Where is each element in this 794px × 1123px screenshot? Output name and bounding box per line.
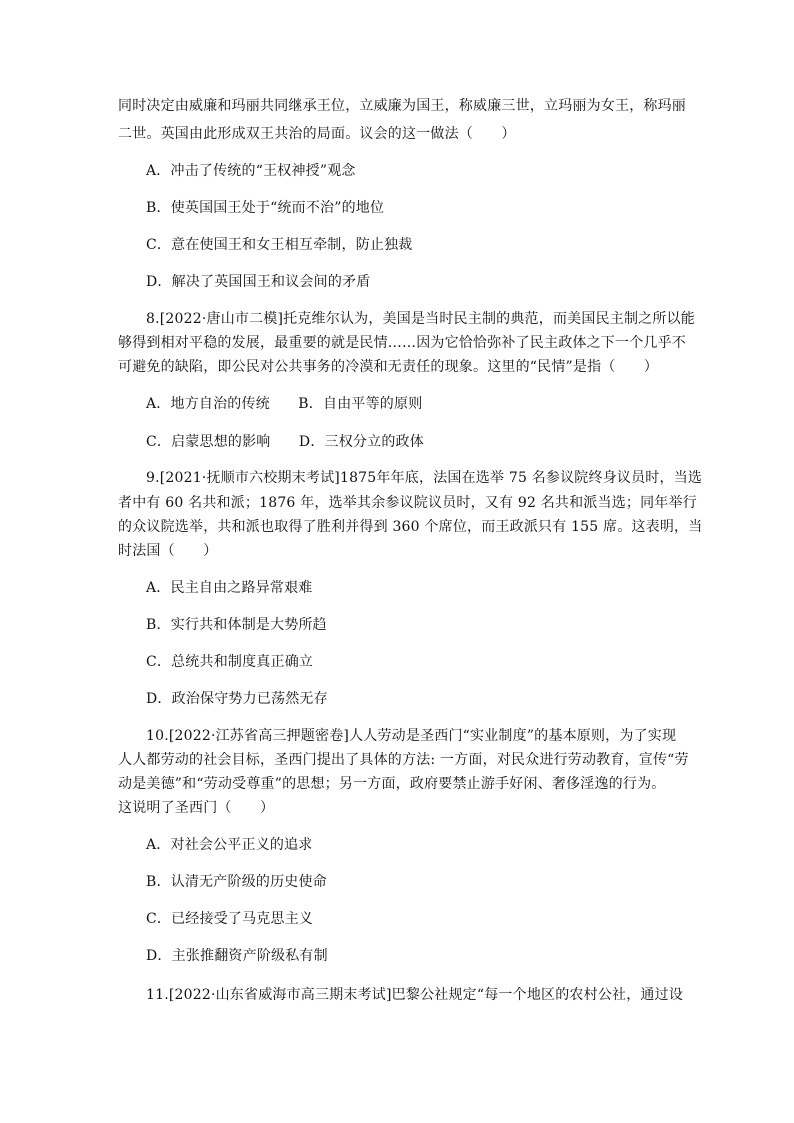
- q7-text-line-2: 二世。英国由此形成双王共治的局面。议会的这一做法（ ）: [118, 126, 516, 142]
- q10-text-line-1: 10.[2022·江苏省高三押题密卷]人人劳动是圣西门“实业制度”的基本原则，为了实现: [146, 728, 677, 744]
- q10-option-c: C．已经接受了马克思主义: [146, 911, 314, 927]
- q8-text-line-3: 可避免的缺陷，即公民对公共事务的冷漠和无责任的现象。这里的“民情”是指（ ）: [118, 359, 659, 375]
- q8-text-line-2: 够得到相对平稳的发展，最重要的就是民情……因为它恰恰弥补了民主政体之下一个几乎不: [118, 335, 686, 351]
- q8-options-row-2: C．启蒙思想的影响 D．三权分立的政体: [146, 434, 424, 450]
- q8-text-line-1: 8.[2022·唐山市二模]托克维尔认为，美国是当时民主制的典范，而美国民主制之所以能: [146, 311, 695, 327]
- q8-options-row-1: A．地方自治的传统 B．自由平等的原则: [146, 396, 423, 412]
- q9-option-d: D．政治保守势力已荡然无存: [146, 691, 328, 707]
- q10-option-a: A．对社会公平正义的追求: [146, 837, 313, 853]
- q7-text-line-1: 同时决定由威廉和玛丽共同继承王位，立威廉为国王，称威廉三世，立玛丽为女王，称玛丽: [118, 98, 686, 114]
- q7-option-c: C．意在使国王和女王相互牵制，防止独裁: [146, 237, 413, 253]
- q9-text-line-4: 时法国（ ）: [118, 543, 218, 559]
- q10-text-line-3: 动是美德”和“劳动受尊重”的思想；另一方面，政府要禁止游手好闲、奢侈淫逸的行为。: [118, 776, 666, 792]
- q9-text-line-3: 的众议院选举，共和派也取得了胜利并得到 360 个席位，而王政派只有 155 席。这表明，当: [118, 519, 703, 535]
- q9-option-a: A．民主自由之路异常艰难: [146, 580, 313, 596]
- q9-text-line-1: 9.[2021·抚顺市六校期末考试]1875年年底，法国在选举 75 名参议院终身议员时，当选: [146, 470, 703, 486]
- q11-text-line-1: 11.[2022·山东省威海市高三期末考试]巴黎公社规定“每一个地区的农村公社，通过设: [146, 987, 684, 1003]
- q10-text-line-2: 人人都劳动的社会目标，圣西门提出了具体的方法: 一方面，对民众进行劳动教育，宣传“劳: [118, 752, 689, 768]
- q10-option-b: B．认清无产阶级的历史使命: [146, 874, 327, 890]
- q9-option-b: B．实行共和体制是大势所趋: [146, 617, 327, 633]
- q7-option-d: D．解决了英国国王和议会间的矛盾: [146, 274, 371, 290]
- q7-option-a: A．冲击了传统的“王权神授”观念: [146, 163, 356, 179]
- q10-text-line-4: 这说明了圣西门（ ）: [118, 800, 275, 816]
- q9-text-line-2: 者中有 60 名共和派；1876 年，选举其余参议院议员时，又有 92 名共和派当选；同年举行: [118, 495, 697, 511]
- q9-option-c: C．总统共和制度真正确立: [146, 654, 314, 670]
- q7-option-b: B．使英国国王处于“统而不治”的地位: [146, 200, 385, 216]
- q10-option-d: D．主张推翻资产阶级私有制: [146, 948, 328, 964]
